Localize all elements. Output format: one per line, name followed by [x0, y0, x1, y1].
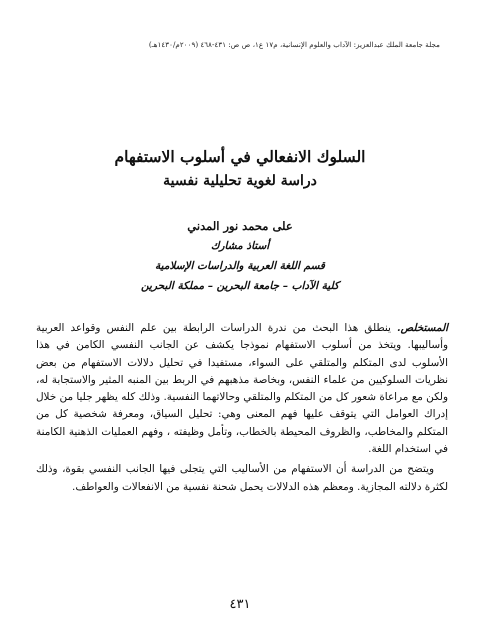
page-number: ٤٣١	[229, 597, 251, 612]
author-department: قسم اللغة العربية والدراسات الإسلامية	[155, 260, 325, 272]
abstract	[36, 320, 448, 496]
author-name: على محمد نور المدني	[187, 219, 293, 233]
article-title: السلوك الانفعالي في أسلوب الاستفهام	[114, 147, 366, 166]
author-rank: أستاذ مشارك	[210, 240, 270, 252]
author-affiliation: كلية الآداب – جامعة البحرين – مملكة البحرين	[141, 280, 339, 292]
abstract-paragraph-1	[36, 320, 448, 458]
abstract-lead: المستخلص.	[397, 322, 449, 334]
abstract-text-1: ينطلق هذا البحث من ندرة الدراسات الرابطة بين علم النفس وقواعد العربية وأساليبها. ويتخذ من أسلوب الاستفهام نموذجا يكشف عن الجانب النفسي الكامن في هذا الأسلوب لدى المتكلم والمتلقي على السواء، مستفيدا في تحليل دلالات الاستفهام من بعض نظريات السلوكيين من علماء النفس، وبخاصة مذهبهم في الربط بين المنبه المثير والاستجابة له، ولكن مع مراعاة شعور كل من المتكلم والمتلقي وحالاتهما النفسية. وذلك كله يظهر جليا من خلال إدراك العوامل التي يتوقف عليها فهم المعنى وهي: تحليل السياق، ومعرفة شخصية كل من المتكلم والمخاطب، والظروف المحيطة بالخطاب، وتأمل وظيفته ، وفهم العمليات الذهنية الكامنة في استخدام اللغة.	[36, 322, 448, 456]
abstract-paragraph-2: ويتضح من الدراسة أن الاستفهام من الأساليب التي يتجلى فيها الجانب النفسي بقوة، وذلك لكثرة دلالته المجازية. ومعظم هذه الدلالات يحمل شحنة نفسية من الانفعالات والعواطف.	[36, 463, 448, 493]
author-block	[100, 216, 380, 296]
running-head: مجلة جامعة الملك عبدالعزيز: الآداب والعلوم الإنسانية، م١٧ ع١، ص ص: ٤٣١-٤٦٨ (٢٠٠٩م/١٤٣٠هـ)	[148, 40, 440, 49]
article-subtitle: دراسة لغوية تحليلية نفسية	[163, 173, 317, 189]
